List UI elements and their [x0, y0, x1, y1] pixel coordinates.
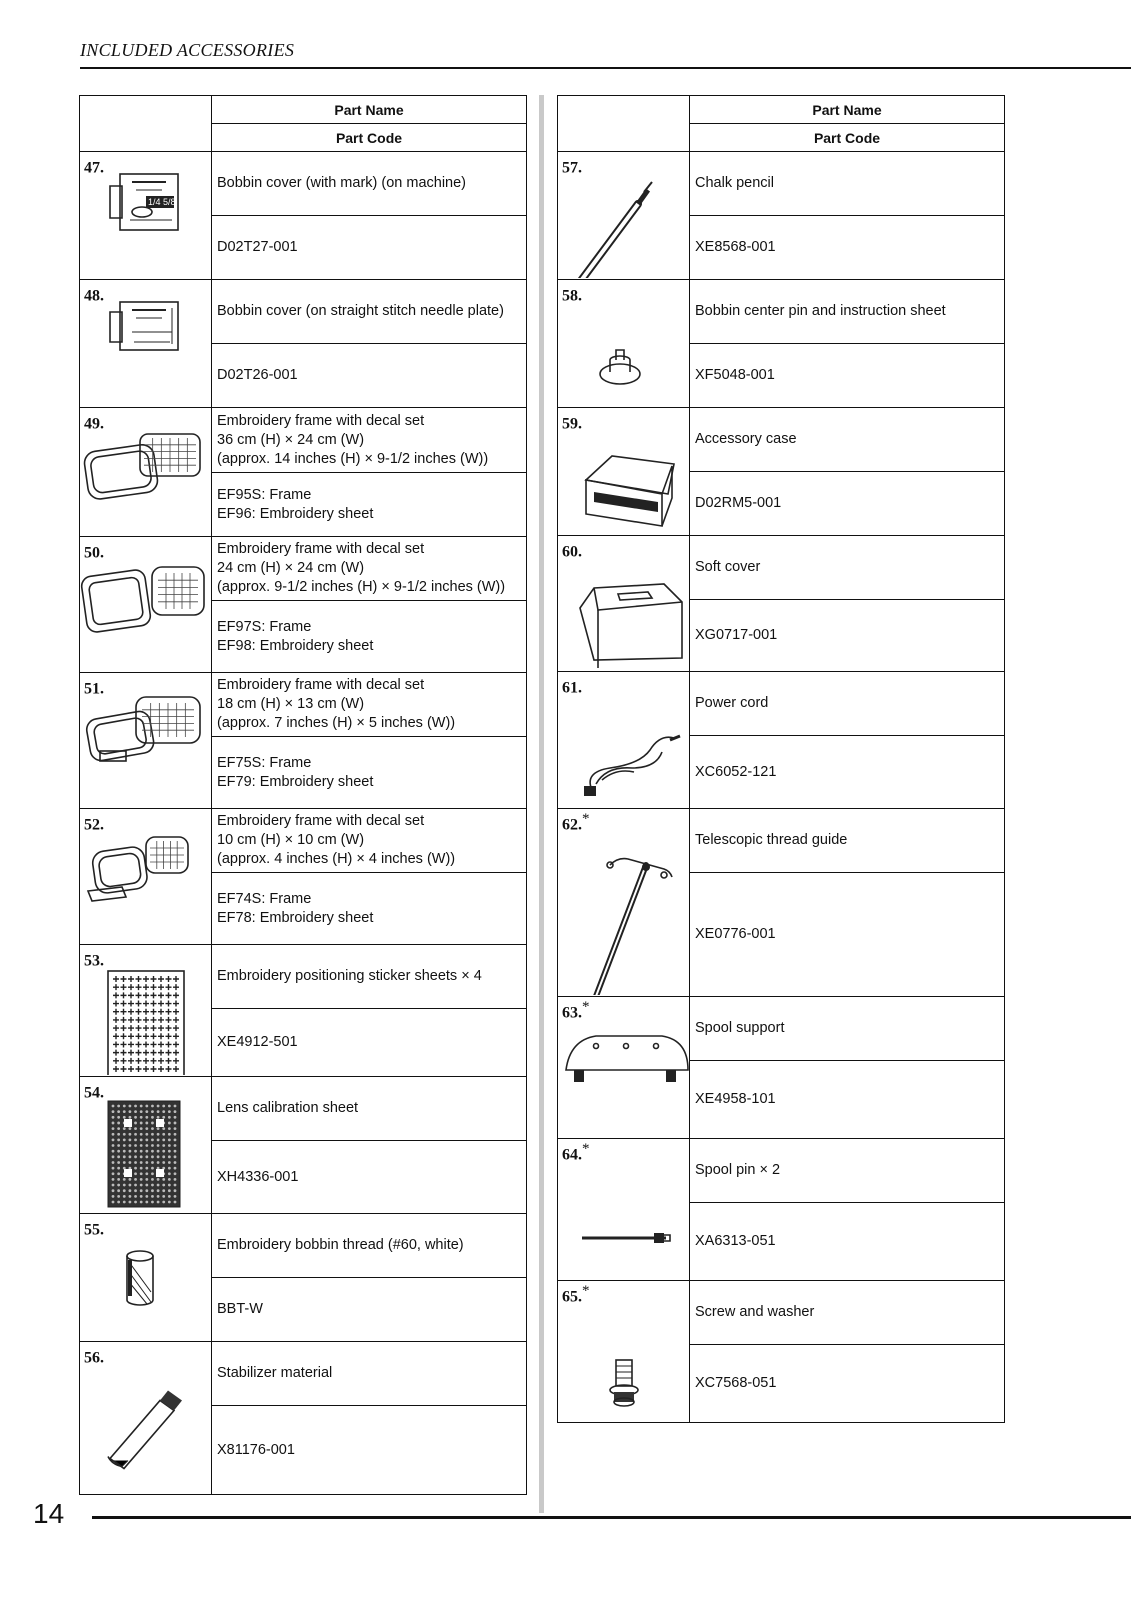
part-name-line: Screw and washer	[695, 1304, 815, 1320]
part-number-text: 49.	[84, 415, 104, 433]
part-row	[558, 672, 1005, 736]
part-name-cell	[212, 280, 527, 344]
part-image-cell	[558, 997, 690, 1139]
part-number	[84, 811, 104, 834]
part-name-cell	[690, 408, 1005, 472]
part-number-text: 61.	[562, 679, 582, 697]
part-code-cell	[212, 873, 527, 945]
part-row	[80, 1214, 527, 1278]
part-number	[84, 675, 104, 698]
part-name-line: Embroidery bobbin thread (#60, white)	[217, 1237, 464, 1253]
part-code-header: Part Code	[212, 124, 527, 152]
part-code-line: EF96: Embroidery sheet	[217, 505, 374, 522]
part-number	[562, 154, 582, 177]
part-row	[558, 152, 1005, 216]
part-image-cell	[80, 1214, 212, 1342]
part-row	[80, 673, 527, 737]
part-code-cell	[690, 472, 1005, 536]
mark-label: 1/4 5/8	[148, 197, 176, 207]
part-number-text: 65.	[562, 1288, 582, 1306]
part-name-line: Embroidery frame with decal set	[217, 412, 425, 429]
part-number	[84, 154, 104, 177]
header-rule	[80, 67, 1131, 69]
part-code-line: XE4912-501	[217, 1034, 298, 1050]
column-divider	[539, 95, 544, 1513]
part-name-cell	[690, 152, 1005, 216]
part-code-cell	[690, 216, 1005, 280]
part-code-line: XE4958-101	[695, 1091, 776, 1107]
part-number-text: 60.	[562, 543, 582, 561]
part-row	[558, 1139, 1005, 1203]
part-name-cell	[212, 537, 527, 601]
part-image-cell	[558, 672, 690, 809]
part-name-line: Chalk pencil	[695, 175, 774, 191]
part-row	[80, 152, 527, 216]
part-code-line: XE8568-001	[695, 239, 776, 255]
part-code-line: EF74S: Frame	[217, 890, 312, 907]
part-image-cell	[80, 1342, 212, 1495]
part-name-line: 24 cm (H) × 24 cm (W)	[217, 560, 365, 576]
part-code-cell	[690, 344, 1005, 408]
part-code-line: EF98: Embroidery sheet	[217, 637, 374, 654]
part-number-text: 56.	[84, 1349, 104, 1367]
part-code-line: XC7568-051	[695, 1375, 777, 1391]
part-name-line: Embroidery frame with decal set	[217, 677, 425, 693]
part-code-cell	[212, 601, 527, 673]
part-image-cell	[80, 945, 212, 1077]
part-name-line: Bobbin center pin and instruction sheet	[695, 303, 946, 319]
part-number	[84, 539, 104, 562]
part-row	[558, 1281, 1005, 1345]
part-name-line: 18 cm (H) × 13 cm (W)	[217, 696, 365, 712]
part-row	[80, 1077, 527, 1141]
part-name-header: Part Name	[690, 96, 1005, 124]
part-number	[562, 538, 582, 561]
footer-rule	[92, 1516, 1131, 1519]
part-name-cell	[212, 152, 527, 216]
part-number-text: 64.	[562, 1146, 582, 1164]
part-number	[84, 1344, 104, 1367]
part-name-cell	[690, 809, 1005, 873]
part-number	[562, 999, 590, 1022]
part-code-line: EF95S: Frame	[217, 486, 312, 503]
part-code-cell	[212, 1406, 527, 1495]
part-image-cell	[80, 1077, 212, 1214]
part-code-line: XF5048-001	[695, 367, 775, 383]
thread-guide-icon	[558, 809, 690, 995]
part-row	[558, 408, 1005, 472]
part-code-line: D02T27-001	[217, 239, 298, 255]
part-name-cell	[212, 1342, 527, 1406]
part-number	[84, 410, 104, 433]
part-name-cell	[690, 1281, 1005, 1345]
part-number-text: 51.	[84, 680, 104, 698]
part-number	[562, 1141, 590, 1164]
part-image-cell	[80, 408, 212, 537]
part-row	[558, 809, 1005, 873]
asterisk-mark: *	[582, 1141, 590, 1157]
part-row	[80, 1342, 527, 1406]
part-name-header: Part Name	[212, 96, 527, 124]
part-row	[558, 536, 1005, 600]
part-name-cell	[690, 997, 1005, 1061]
part-image-cell	[80, 537, 212, 673]
part-image-cell	[558, 809, 690, 997]
part-row	[80, 408, 527, 473]
part-number-text: 59.	[562, 415, 582, 433]
part-image-cell	[80, 280, 212, 408]
part-name-line: Telescopic thread guide	[695, 832, 848, 848]
part-number	[84, 282, 104, 305]
part-number-text: 54.	[84, 1084, 104, 1102]
part-code-line: EF79: Embroidery sheet	[217, 773, 374, 790]
accessories-table-left	[79, 95, 527, 1495]
part-name-cell	[690, 1139, 1005, 1203]
section-title: INCLUDED ACCESSORIES	[80, 40, 295, 60]
accessories-table-right	[557, 95, 1005, 1423]
part-number-text: 50.	[84, 544, 104, 562]
part-image-cell	[80, 152, 212, 280]
part-number	[562, 674, 582, 697]
part-name-line: Accessory case	[695, 431, 797, 447]
part-row	[80, 945, 527, 1009]
part-image-cell	[558, 1281, 690, 1423]
part-image-cell	[80, 673, 212, 809]
part-name-line: 36 cm (H) × 24 cm (W)	[217, 431, 365, 448]
part-code-line: XG0717-001	[695, 627, 778, 643]
part-number	[562, 282, 582, 305]
part-code-header: Part Code	[690, 124, 1005, 152]
part-code-line: EF97S: Frame	[217, 618, 312, 635]
part-number-text: 57.	[562, 159, 582, 177]
part-name-cell	[212, 673, 527, 737]
part-name-line: 10 cm (H) × 10 cm (W)	[217, 832, 365, 848]
part-number	[84, 1079, 104, 1102]
part-code-cell	[212, 1009, 527, 1077]
part-image-cell	[558, 536, 690, 672]
part-code-line: XC6052-121	[695, 763, 777, 780]
image-column-header	[558, 96, 690, 152]
part-name-cell	[690, 280, 1005, 344]
part-name-cell	[212, 408, 527, 473]
part-name-line: Stabilizer material	[217, 1365, 333, 1381]
part-name-cell	[212, 945, 527, 1009]
part-code-line: EF75S: Frame	[217, 754, 312, 771]
part-name-cell	[690, 536, 1005, 600]
part-name-line: Soft cover	[695, 559, 761, 575]
part-name-line: Embroidery positioning sticker sheets × 4	[217, 968, 482, 984]
part-row	[80, 537, 527, 601]
part-code-line: XH4336-001	[217, 1168, 299, 1185]
part-number	[562, 811, 590, 834]
part-image-cell	[558, 280, 690, 408]
part-name-line: Power cord	[695, 695, 769, 711]
part-row	[558, 997, 1005, 1061]
part-code-line: EF78: Embroidery sheet	[217, 909, 374, 926]
asterisk-mark: *	[582, 811, 590, 827]
part-code-cell	[212, 1278, 527, 1342]
asterisk-mark: *	[582, 1283, 590, 1299]
part-code-line: X81176-001	[217, 1441, 295, 1458]
part-number-text: 58.	[562, 287, 582, 305]
part-name-line: (approx. 7 inches (H) × 5 inches (W))	[217, 715, 456, 731]
part-number-text: 62.	[562, 816, 582, 834]
part-code-cell	[690, 600, 1005, 672]
image-column-header	[80, 96, 212, 152]
part-code-cell	[212, 1141, 527, 1214]
part-name-cell	[212, 1077, 527, 1141]
part-number-text: 52.	[84, 816, 104, 834]
part-number-text: 55.	[84, 1221, 104, 1239]
part-image-cell	[80, 809, 212, 945]
part-name-line: (approx. 4 inches (H) × 4 inches (W))	[217, 851, 456, 867]
part-row	[80, 809, 527, 873]
part-number-text: 53.	[84, 952, 104, 970]
part-number	[84, 947, 104, 970]
part-number-text: 63.	[562, 1004, 582, 1022]
page-number: 14	[33, 1498, 65, 1529]
part-number	[84, 1216, 104, 1239]
part-name-line: Spool support	[695, 1020, 785, 1036]
part-row	[80, 280, 527, 344]
part-code-cell	[212, 737, 527, 809]
part-name-line: Bobbin cover (with mark) (on machine)	[217, 175, 467, 191]
part-name-line: Bobbin cover (on straight stitch needle plate)	[217, 303, 504, 319]
part-image-cell	[558, 1139, 690, 1281]
part-number	[562, 410, 582, 433]
part-code-line: D02T26-001	[217, 367, 298, 383]
part-code-line: XA6313-051	[695, 1233, 776, 1249]
part-code-line: XE0776-001	[695, 926, 776, 942]
part-code-cell	[690, 1203, 1005, 1281]
part-name-line: Embroidery frame with decal set	[217, 813, 425, 829]
part-image-cell	[558, 152, 690, 280]
part-name-cell	[212, 809, 527, 873]
part-code-cell	[212, 344, 527, 408]
part-name-cell	[212, 1214, 527, 1278]
part-number-text: 48.	[84, 287, 104, 305]
part-name-line: (approx. 14 inches (H) × 9-1/2 inches (W))	[217, 450, 489, 467]
part-number-text: 47.	[84, 159, 104, 177]
part-name-line: (approx. 9-1/2 inches (H) × 9-1/2 inches (W))	[217, 579, 506, 595]
part-name-cell	[690, 672, 1005, 736]
part-code-cell	[212, 473, 527, 537]
part-code-cell	[690, 1061, 1005, 1139]
part-image-cell	[558, 408, 690, 536]
part-name-line: Embroidery frame with decal set	[217, 541, 425, 557]
asterisk-mark: *	[582, 999, 590, 1015]
part-name-line: Spool pin × 2	[695, 1162, 781, 1178]
part-code-cell	[690, 736, 1005, 809]
part-code-line: BBT-W	[217, 1301, 263, 1317]
part-code-cell	[690, 873, 1005, 997]
part-number	[562, 1283, 590, 1306]
part-code-cell	[212, 216, 527, 280]
part-code-cell	[690, 1345, 1005, 1423]
part-name-line: Lens calibration sheet	[217, 1100, 359, 1116]
part-row	[558, 280, 1005, 344]
part-code-line: D02RM5-001	[695, 495, 782, 511]
